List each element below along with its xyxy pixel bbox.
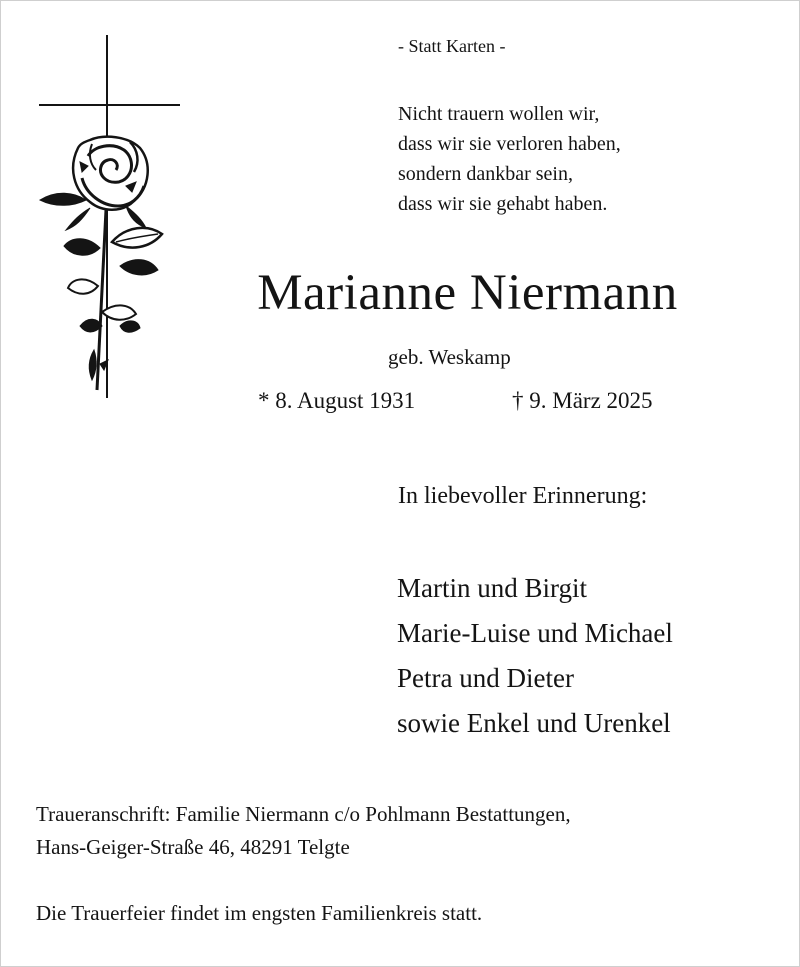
statt-karten-note: - Statt Karten - [398,36,506,56]
deceased-name: Marianne Niermann [257,265,678,321]
poem-line: dass wir sie gehabt haben. [398,193,608,215]
mourners-list [397,566,673,746]
cross-with-rose [30,30,190,400]
poem [398,99,621,219]
poem-line: dass wir sie verloren haben, [398,133,621,155]
mourner-entry: sowie Enkel und Urenkel [397,708,671,738]
cross-icon [39,35,180,398]
mourner-entry: Marie-Luise und Michael [397,618,673,648]
mourning-address [36,798,571,864]
ceremony-note: Die Trauerfeier findet im engsten Familienkreis statt. [36,901,483,925]
poem-line: Nicht trauern wollen wir, [398,103,600,125]
mourner-entry: Petra und Dieter [397,663,574,693]
address-line: Hans-Geiger-Straße 46, 48291 Telgte [36,835,350,859]
address-line: Traueranschrift: Familie Niermann c/o Pohlmann Bestattungen, [36,802,571,826]
birth-name: geb. Weskamp [388,345,511,369]
mourner-entry: Martin und Birgit [397,573,588,603]
birth-date: * 8. August 1931 [258,388,416,413]
memory-line: In liebevoller Erinnerung: [398,483,648,509]
poem-line: sondern dankbar sein, [398,163,573,185]
death-date: † 9. März 2025 [512,388,653,413]
